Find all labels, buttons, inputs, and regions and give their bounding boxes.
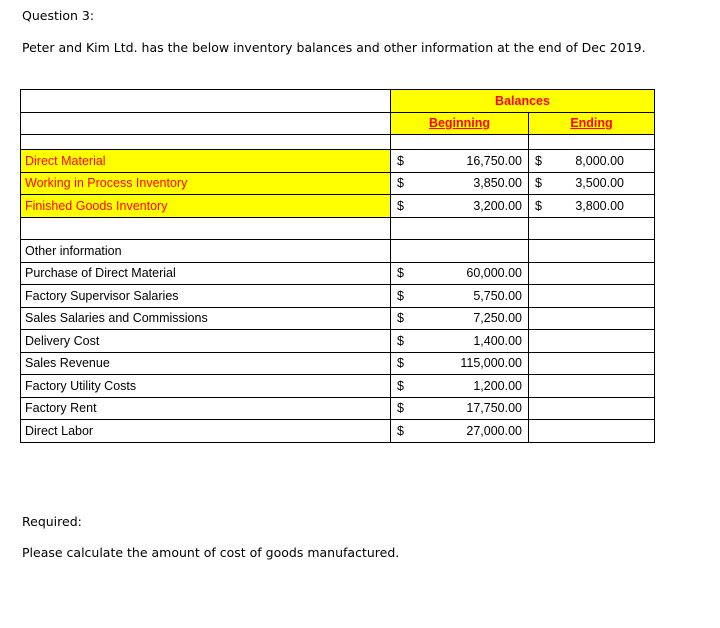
- other-label: Sales Revenue: [21, 352, 391, 375]
- inventory-label: Finished Goods Inventory: [21, 195, 391, 218]
- currency-symbol: $: [397, 356, 404, 371]
- currency-symbol: $: [397, 311, 404, 326]
- blank-cell: [565, 420, 655, 443]
- blank-cell: [565, 352, 655, 375]
- currency-symbol: $: [535, 176, 542, 191]
- blank-cell: [529, 375, 565, 398]
- blank-cell: [565, 285, 655, 308]
- other-row: [21, 420, 655, 443]
- blank-cell: [529, 285, 565, 308]
- blank-cell: [21, 217, 391, 240]
- blank-cell: [529, 352, 565, 375]
- balances-header: Balances: [391, 90, 655, 113]
- other-label: Purchase of Direct Material: [21, 262, 391, 285]
- blank-cell: [529, 330, 565, 353]
- required-text: Please calculate the amount of cost of goods manufactured.: [22, 545, 400, 560]
- blank-cell: [421, 240, 529, 263]
- blank-cell: [565, 240, 655, 263]
- other-label: Factory Rent: [21, 397, 391, 420]
- blank-cell: [529, 397, 565, 420]
- blank-cell: [529, 240, 565, 263]
- currency-symbol: $: [397, 401, 404, 416]
- blank-cell: [565, 262, 655, 285]
- currency-symbol: $: [397, 378, 404, 393]
- other-row: [21, 330, 655, 353]
- currency-symbol: $: [397, 333, 404, 348]
- other-label: Factory Utility Costs: [21, 375, 391, 398]
- other-amount: 1,200.00: [421, 375, 529, 398]
- ending-amount: 3,800.00: [565, 195, 655, 218]
- inventory-row: [21, 150, 655, 173]
- other-row: [21, 375, 655, 398]
- blank-cell: [421, 217, 529, 240]
- other-row: [21, 352, 655, 375]
- currency-symbol: $: [397, 423, 404, 438]
- other-label: Direct Labor: [21, 420, 391, 443]
- beginning-amount: 16,750.00: [421, 150, 529, 173]
- blank-cell: [565, 217, 655, 240]
- blank-cell: [391, 240, 421, 263]
- blank-cell: [529, 307, 565, 330]
- other-row: [21, 397, 655, 420]
- other-amount: 60,000.00: [421, 262, 529, 285]
- blank-cell: [565, 375, 655, 398]
- currency-symbol: $: [397, 288, 404, 303]
- header-row-balances: [21, 90, 655, 113]
- ending-amount: 8,000.00: [565, 150, 655, 173]
- currency-symbol: $: [535, 198, 542, 213]
- other-row: [21, 307, 655, 330]
- inventory-label: Working in Process Inventory: [21, 172, 391, 195]
- blank-row: [21, 217, 655, 240]
- intro-text: Peter and Kim Ltd. has the below inventory balances and other information at the end of Dec 2019.: [22, 40, 646, 55]
- other-amount: 17,750.00: [421, 397, 529, 420]
- other-label: Factory Supervisor Salaries: [21, 285, 391, 308]
- blank-cell: [565, 330, 655, 353]
- blank-cell: [529, 420, 565, 443]
- required-label: Required:: [22, 514, 82, 529]
- ending-header: Ending: [529, 112, 655, 135]
- blank-cell: [391, 217, 421, 240]
- inventory-row: [21, 172, 655, 195]
- other-label: Sales Salaries and Commissions: [21, 307, 391, 330]
- other-info-label: Other information: [21, 240, 391, 263]
- spacer-row: [21, 135, 655, 150]
- other-amount: 27,000.00: [421, 420, 529, 443]
- blank-cell: [565, 307, 655, 330]
- currency-symbol: $: [397, 176, 404, 191]
- inventory-table: [20, 89, 655, 443]
- inventory-row: [21, 195, 655, 218]
- currency-symbol: $: [397, 266, 404, 281]
- header-row-periods: [21, 112, 655, 135]
- other-label: Delivery Cost: [21, 330, 391, 353]
- other-info-row: [21, 240, 655, 263]
- ending-amount: 3,500.00: [565, 172, 655, 195]
- currency-symbol: $: [535, 153, 542, 168]
- beginning-amount: 3,200.00: [421, 195, 529, 218]
- beginning-amount: 3,850.00: [421, 172, 529, 195]
- other-amount: 115,000.00: [421, 352, 529, 375]
- other-row: [21, 285, 655, 308]
- other-amount: 5,750.00: [421, 285, 529, 308]
- blank-cell: [529, 217, 565, 240]
- other-amount: 1,400.00: [421, 330, 529, 353]
- question-title: Question 3:: [22, 8, 95, 23]
- currency-symbol: $: [397, 153, 404, 168]
- currency-symbol: $: [397, 198, 404, 213]
- inventory-label: Direct Material: [21, 150, 391, 173]
- blank-cell: [565, 397, 655, 420]
- blank-cell: [529, 262, 565, 285]
- beginning-header: Beginning: [391, 112, 529, 135]
- other-amount: 7,250.00: [421, 307, 529, 330]
- other-row: [21, 262, 655, 285]
